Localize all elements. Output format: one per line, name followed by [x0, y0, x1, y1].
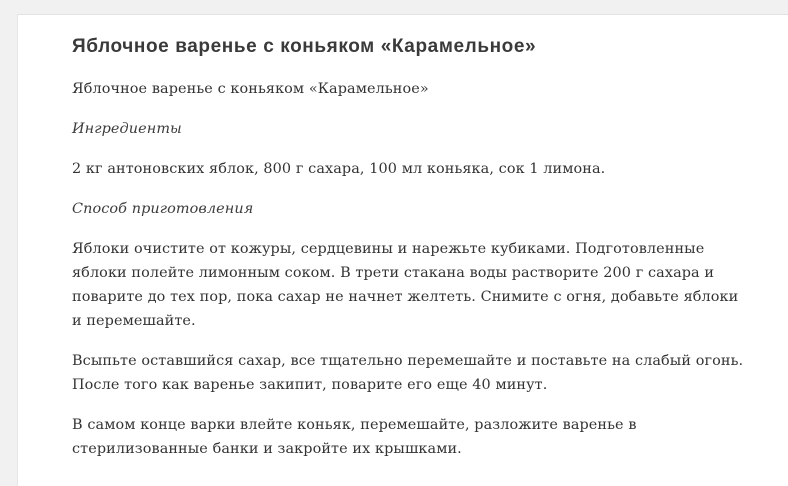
- method-heading: Способ приготовления: [72, 201, 254, 217]
- method-step-2: Всыпьте оставшийся сахар, все тщательно перемешайте и поставьте на слабый огонь. После того как варенье закипит, поварите его еще 40 минут.: [72, 353, 744, 393]
- article-card: [17, 14, 788, 486]
- method-step-1: Яблоки очистите от кожуры, сердцевины и нарежьте кубиками. Подготовленные яблоки полейте лимонным соком. В трети стакана воды растворите 200 г сахара и поварите до тех пор, пока сахар не начнет желтеть. Снимите с огня, добавьте яблоки и перемешайте.: [72, 241, 739, 329]
- method-step-3: В самом конце варки влейте коньяк, перемешайте, разложите варенье в стерилизованные банки и закройте их крышками.: [72, 417, 637, 457]
- ingredients-heading: Ингредиенты: [72, 121, 182, 137]
- article-title: Яблочное варенье с коньяком «Карамельное»: [72, 36, 537, 57]
- ingredients-list: 2 кг антоновских яблок, 800 г сахара, 100 мл коньяка, сок 1 лимона.: [72, 161, 606, 177]
- recipe-name-paragraph: Яблочное варенье с коньяком «Карамельное»: [72, 81, 429, 97]
